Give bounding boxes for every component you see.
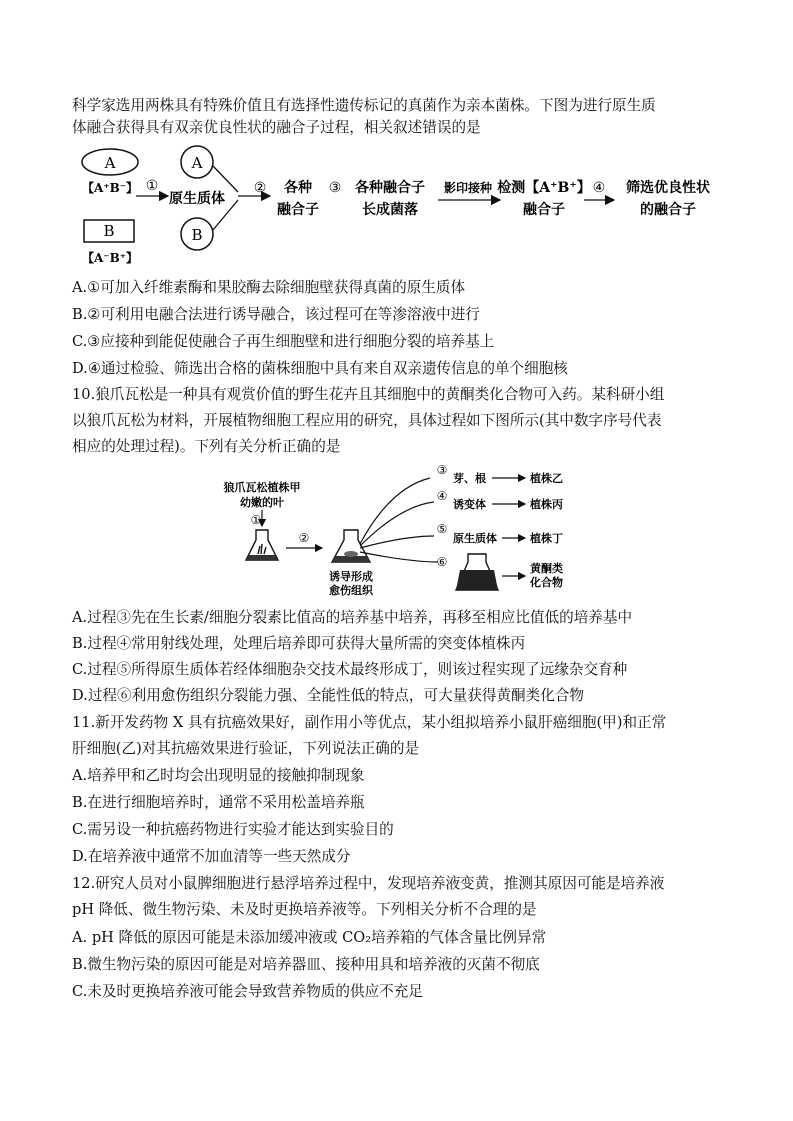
q11-option-a: A.培养甲和乙时均会出现明显的接触抑制现象 (72, 767, 365, 784)
colonies-line1: 各种融合子 (355, 180, 425, 196)
branch-5 (360, 536, 434, 548)
q9-option-c: C.③应接种到能促使融合子再生细胞壁和进行细胞分裂的培养基上 (72, 333, 495, 350)
select-line1: 筛选优良性状 (626, 180, 710, 196)
bracket-a (213, 166, 238, 192)
plant-bing: 植株丙 (530, 498, 563, 511)
q9-option-d: D.④通过检验、筛选出合格的菌株细胞中具有来自双亲遗传信息的单个细胞核 (72, 360, 568, 377)
branch-6 (360, 552, 438, 562)
plant-line1: 狼爪瓦松植株甲 (223, 481, 301, 494)
detect-line2: 融合子 (523, 202, 565, 218)
q12-stem-line1: 12.研究人员对小鼠脾细胞进行悬浮培养过程中，发现培养液变黄，推测其原因可能是培养液 (72, 875, 665, 892)
q10-option-d: D.过程⑥利用愈伤组织分裂能力强、全能性低的特点，可大量获得黄酮类化合物 (72, 687, 585, 704)
strain-a-label: A (104, 154, 116, 172)
q11-stem-line1: 11.新开发药物 X 具有抗癌效果好，副作用小等优点，某小组拟培养小鼠肝癌细胞(甲)和正常 (72, 714, 667, 731)
step4-circle: ④ (436, 489, 448, 503)
strain-a-genotype: 【A⁺B⁻】 (81, 181, 139, 195)
fusants-line2: 融合子 (277, 202, 319, 218)
colonies-line2: 长成菌落 (362, 202, 418, 218)
q9-stem-line1: 科学家选用两株具有特殊价值且有选择性遗传标记的真菌作为亲本菌株。下图为进行原生质 (72, 97, 656, 114)
strain-b-genotype: 【A⁻B⁺】 (81, 251, 139, 265)
detect-line1: 检测【A⁺B⁺】 (497, 180, 591, 196)
flask-1-medium (246, 555, 278, 560)
callus-line1: 诱导形成 (329, 570, 373, 583)
q10-tissue-culture-diagram (220, 458, 600, 598)
step1-label: ① (145, 178, 159, 194)
plant-yi: 植株乙 (530, 472, 563, 485)
flavonoid-line1: 黄酮类 (530, 562, 563, 575)
q9-option-b: B.②可利用电融合法进行诱导融合，该过程可在等渗溶液中进行 (72, 306, 480, 323)
q9-fusion-diagram (70, 140, 750, 270)
q11-option-c: C.需另设一种抗癌药物进行实验才能达到实验目的 (72, 821, 394, 838)
q11-stem-line2: 肝细胞(乙)对其抗癌效果进行验证，下列说法正确的是 (72, 740, 420, 757)
q10-stem-line2: 以狼爪瓦松为材料，开展植物细胞工程应用的研究，具体过程如下图所示(其中数字序号代表 (72, 412, 662, 429)
q12-option-b: B.微生物污染的原因可能是对培养器皿、接种用具和培养液的灭菌不彻底 (72, 956, 540, 973)
callus-line2: 愈伤组织 (329, 584, 373, 597)
step6-circle: ⑥ (436, 555, 448, 569)
q10-option-c: C.过程⑤所得原生质体若经体细胞杂交技术最终形成丁，则该过程实现了远缘杂交育种 (72, 661, 628, 678)
select-line2: 的融合子 (640, 202, 696, 218)
step5-circle: ⑤ (436, 522, 448, 536)
plant-line2: 幼嫩的叶 (240, 496, 284, 509)
protoplast-a-label: A (191, 154, 203, 172)
flavonoid-line2: 化合物 (530, 576, 563, 589)
q10-option-a: A.过程③先在生长素/细胞分裂素比值高的培养基中培养，再移至相应比值低的培养基中 (72, 609, 633, 626)
q11-option-b: B.在进行细胞培养时，通常不采用松盖培养瓶 (72, 794, 365, 811)
step3-text: 芽、根 (453, 472, 486, 485)
q12-option-c: C.未及时更换培养液可能会导致营养物质的供应不充足 (72, 983, 423, 1000)
q9-option-a: A.①可加入纤维素酶和果胶酶去除细胞壁获得真菌的原生质体 (72, 279, 466, 296)
step4-text: 诱变体 (453, 498, 486, 511)
q10-stem-line3: 相应的处理过程)。下列有关分析正确的是 (72, 438, 341, 455)
fusants-line1: 各种 (284, 180, 312, 196)
step3-circle: ③ (436, 463, 448, 477)
step1-circle: ① (250, 513, 262, 527)
leaf-explant (258, 544, 266, 554)
q12-option-a: A. pH 降低的原因可能是未添加缓冲液或 CO₂培养箱的气体含量比例异常 (72, 929, 547, 946)
step3-label: ③ (328, 180, 342, 196)
step2-circle: ② (298, 531, 310, 545)
protoplast-b-label: B (191, 226, 203, 244)
plant-ding: 植株丁 (530, 532, 563, 545)
q11-option-d: D.在培养液中通常不加血清等一些天然成分 (72, 848, 351, 865)
strain-b-label: B (103, 222, 115, 240)
flask-3-medium (456, 570, 498, 590)
callus (344, 551, 358, 557)
q10-stem-line1: 10.狼爪瓦松是一种具有观赏价值的野生花卉且其细胞中的黄酮类化合物可入药。某科研小组 (72, 386, 665, 403)
q12-stem-line2: pH 降低、微生物污染、未及时更换培养液等。下列相关分析不合理的是 (72, 901, 537, 918)
branch-3 (360, 478, 430, 544)
step5-text: 原生质体 (453, 532, 497, 545)
replica-label: 影印接种 (443, 181, 493, 195)
step4-label: ④ (592, 180, 606, 196)
step2-label: ② (253, 180, 267, 196)
q10-option-b: B.过程④常用射线处理，处理后培养即可获得大量所需的突变体植株丙 (72, 635, 526, 652)
q9-stem-line2: 体融合获得具有双亲优良性状的融合子过程，相关叙述错误的是 (72, 119, 481, 136)
protoplast-label: 原生质体 (169, 191, 225, 207)
